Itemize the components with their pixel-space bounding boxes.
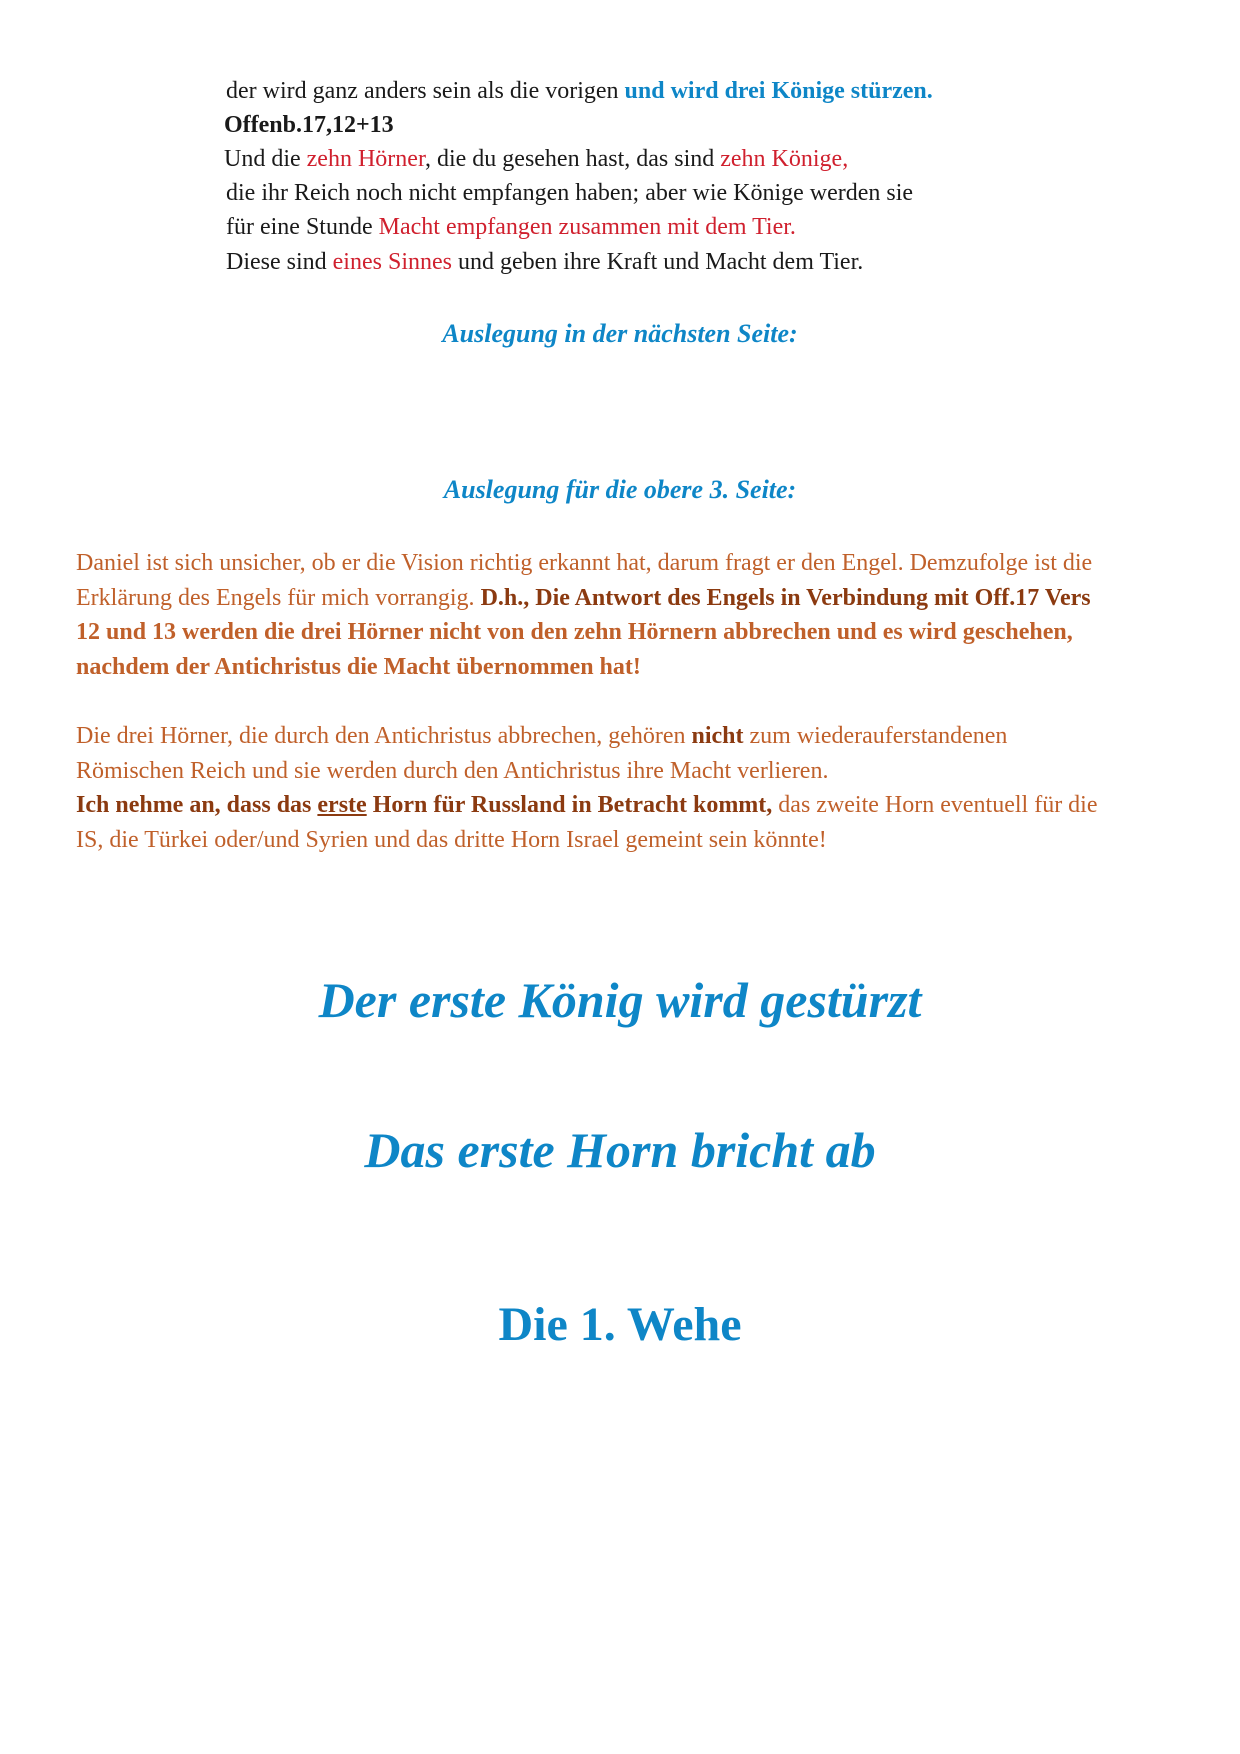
paragraph-2-line-3-c: Horn für Russland in Betracht kommt, (366, 792, 773, 818)
paragraph-1 (76, 546, 1166, 684)
verse-line-1 (226, 74, 933, 108)
verse-line-6-a: Diese sind (226, 249, 333, 275)
heading-next-page: Auslegung in der nächsten Seite: (442, 319, 798, 348)
paragraph-2-line-3-b: erste (317, 792, 367, 818)
paragraph-2-line-3-a: Ich nehme an, dass das (76, 792, 318, 818)
verse-line-3-a: Und die (224, 146, 307, 172)
paragraph-1-line-2-a: Erklärung des Engels für mich vorrangig. (76, 584, 481, 611)
title-first-woe: Die 1. Wehe (498, 1298, 742, 1351)
paragraph-1-line-2-b: D.h., Die Antwort des Engels in Verbindung mit Off.17 Vers (480, 584, 1091, 611)
paragraph-1-line-4: nachdem der Antichristus die Macht übernommen hat! (76, 653, 641, 680)
verse-line-5-b: Macht empfangen zusammen mit dem Tier. (378, 214, 796, 240)
paragraph-2 (76, 719, 1166, 857)
paragraph-1-line-2 (76, 581, 1166, 616)
verse-line-5 (226, 210, 796, 244)
paragraph-2-line-1-b: nicht (691, 723, 744, 749)
verse-line-6-c: und geben ihre Kraft und Macht dem Tier. (451, 249, 864, 275)
verse-line-6 (226, 245, 863, 279)
paragraph-2-line-1 (76, 719, 1166, 754)
paragraph-2-line-3-d: das zweite Horn eventuell für die (772, 792, 1098, 818)
paragraph-1-line-3: 12 und 13 werden die drei Hörner nicht von den zehn Hörnern abbrechen und es wird geschehen, (76, 619, 1073, 645)
paragraph-2-line-4: IS, die Türkei oder/und Syrien und das dritte Horn Israel gemeint sein könnte! (76, 826, 827, 853)
verse-line-5-a: für eine Stunde (226, 214, 379, 240)
verse-line-1-text: der wird ganz anders sein als die vorigen (226, 78, 625, 104)
verse-reference: Offenb.17,12+13 (224, 112, 394, 138)
heading-upper-page: Auslegung für die obere 3. Seite: (443, 475, 797, 504)
verse-line-3 (224, 142, 848, 176)
paragraph-2-line-3 (76, 788, 1166, 823)
title-first-king: Der erste König wird gestürzt (318, 972, 922, 1028)
verse-line-6-b: eines Sinnes (332, 249, 452, 275)
paragraph-2-line-1-a: Die drei Hörner, die durch den Antichristus abbrechen, gehören (76, 723, 692, 749)
paragraph-2-line-1-c: zum wiederauferstandenen (743, 723, 1008, 749)
title-first-horn: Das erste Horn bricht ab (364, 1122, 876, 1178)
verse-line-3-b: zehn Hörner (306, 146, 425, 172)
verse-line-4: die ihr Reich noch nicht empfangen haben; aber wie Könige werden sie (226, 180, 914, 206)
verse-line-1-emphasis: und wird drei Könige stürzen. (624, 78, 933, 104)
paragraph-1-line-1: Daniel ist sich unsicher, ob er die Vision richtig erkannt hat, darum fragt er den Engel. Demzufolge ist die (76, 550, 1093, 576)
paragraph-2-line-2: Römischen Reich und sie werden durch den Antichristus ihre Macht verlieren. (76, 757, 829, 784)
verse-line-3-d: zehn Könige, (720, 146, 849, 172)
verse-line-3-c: , die du gesehen hast, das sind (424, 146, 721, 172)
